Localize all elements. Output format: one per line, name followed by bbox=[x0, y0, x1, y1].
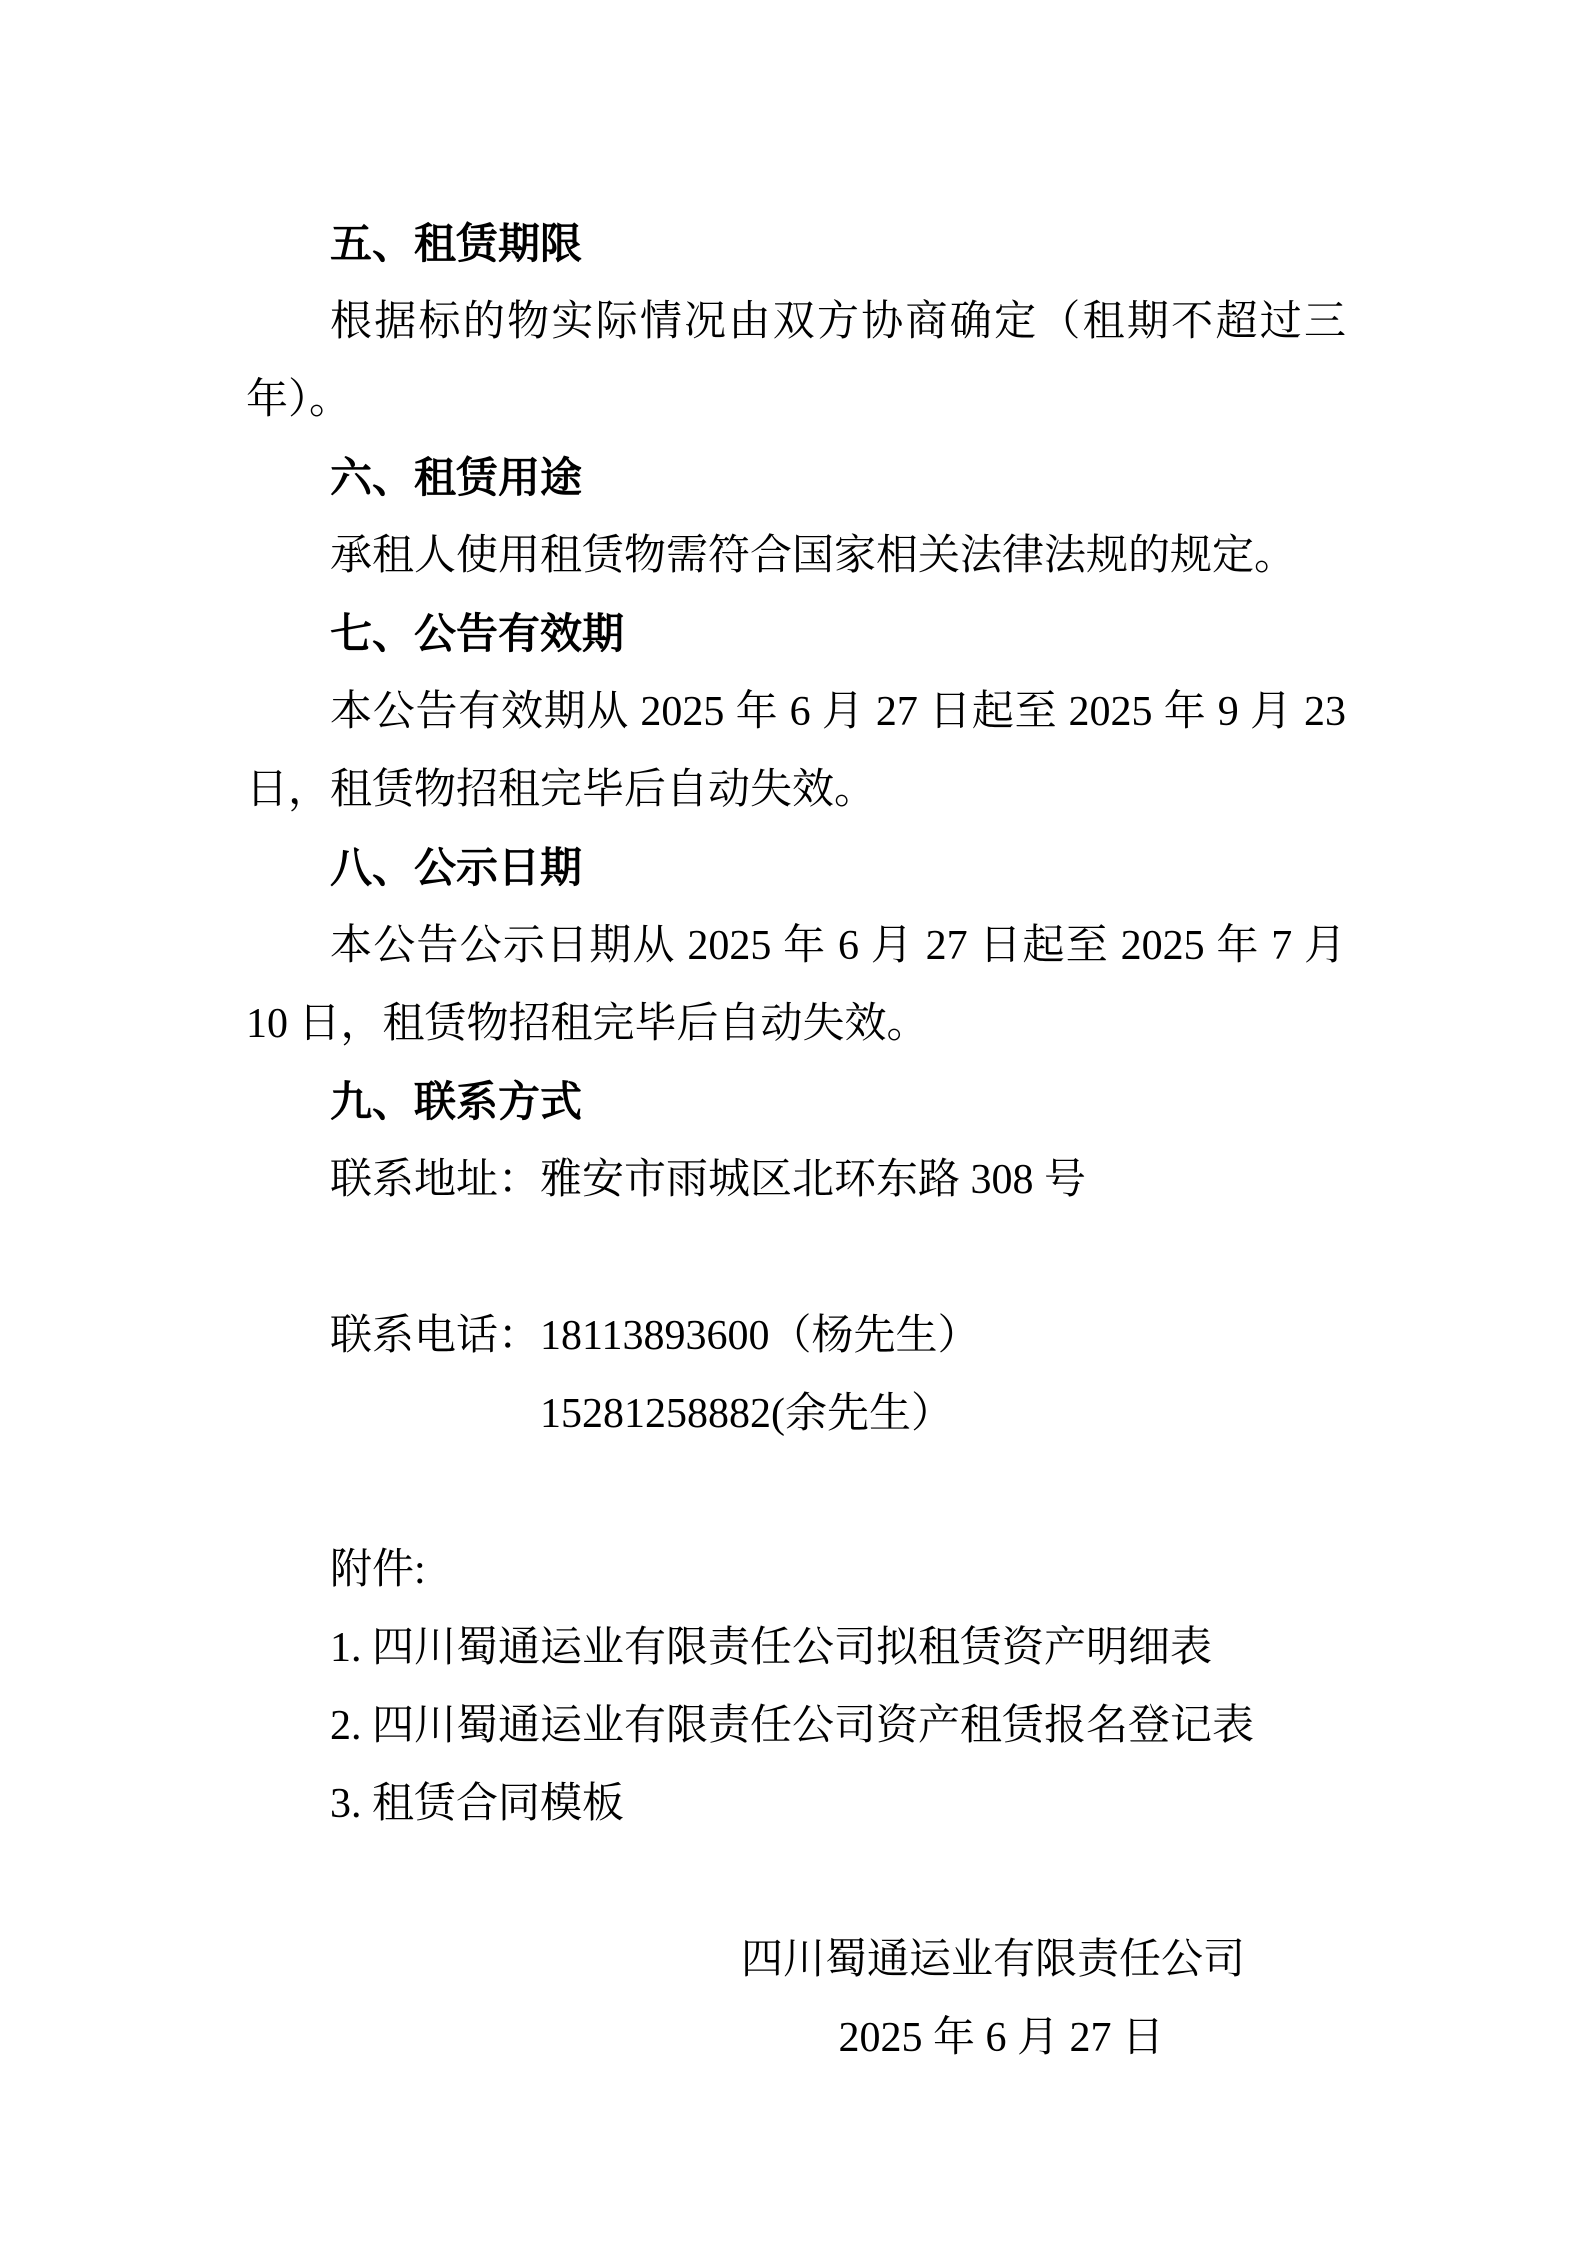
paragraph-line: 本公告有效期从 2025 年 6 月 27 日起至 2025 年 9 月 23 bbox=[330, 689, 1346, 735]
section-heading: 七、公告有效期 bbox=[330, 610, 625, 657]
paragraph-line: 1. 四川蜀通运业有限责任公司拟租赁资产明细表 bbox=[330, 1625, 1213, 1671]
paragraph-line: 根据标的物实际情况由双方协商确定（租期不超过三 bbox=[330, 299, 1346, 345]
signature-date: 2025 年 6 月 27 日 bbox=[838, 2015, 1164, 2061]
paragraph-line: 3. 租赁合同模板 bbox=[330, 1781, 625, 1827]
paragraph-line: 联系地址：雅安市雨城区北环东路 308 号 bbox=[330, 1157, 1087, 1203]
paragraph-line: 附件: bbox=[330, 1547, 426, 1593]
section-heading: 五、租赁期限 bbox=[330, 220, 583, 267]
blank-line bbox=[246, 1453, 1346, 1531]
section-heading: 九、联系方式 bbox=[330, 1078, 583, 1125]
paragraph-line: 承租人使用租赁物需符合国家相关法律法规的规定。 bbox=[330, 533, 1297, 579]
paragraph-line: 联系电话：18113893600（杨先生） bbox=[330, 1313, 980, 1359]
phone-line-2: 15281258882(余先生） bbox=[540, 1391, 953, 1437]
document-body bbox=[246, 205, 1346, 2077]
section-heading: 六、租赁用途 bbox=[330, 454, 583, 501]
paragraph-line: 年）。 bbox=[246, 377, 352, 423]
blank-line bbox=[246, 1843, 1346, 1921]
paragraph-line: 日，租赁物招租完毕后自动失效。 bbox=[246, 767, 877, 813]
blank-line bbox=[246, 1219, 1346, 1297]
signature-company: 四川蜀通运业有限责任公司 bbox=[740, 1937, 1245, 1983]
paragraph-line: 2. 四川蜀通运业有限责任公司资产租赁报名登记表 bbox=[330, 1703, 1255, 1749]
paragraph-line: 本公告公示日期从 2025 年 6 月 27 日起至 2025 年 7 月 bbox=[330, 923, 1346, 969]
paragraph-line: 10 日，租赁物招租完毕后自动失效。 bbox=[246, 1001, 929, 1047]
section-heading: 八、公示日期 bbox=[330, 844, 583, 891]
